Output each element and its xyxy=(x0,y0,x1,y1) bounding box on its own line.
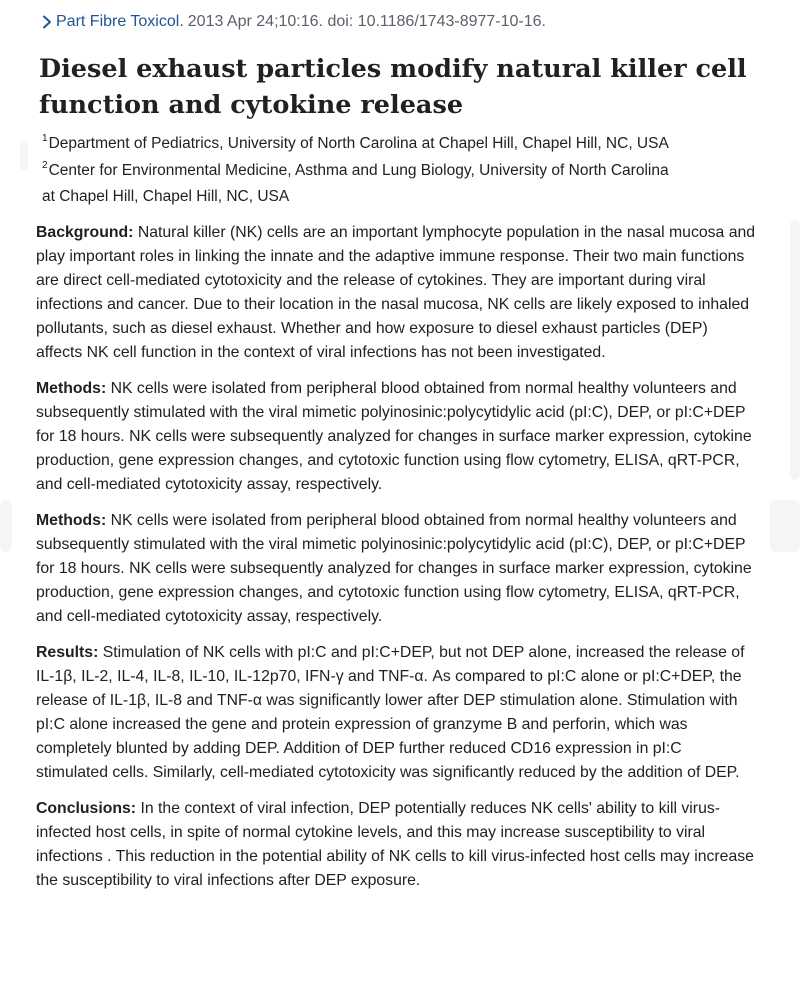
background-shadow xyxy=(790,220,800,480)
section-label: Background: xyxy=(36,224,134,241)
affiliation-text: Center for Environmental Medicine, Asthma and Lung Biology, University of North Carolina at Chapel Hill, Chapel Hill, NC, USA xyxy=(42,161,669,205)
abstract-section-methods xyxy=(36,377,758,497)
section-label: Methods: xyxy=(36,512,107,529)
affiliations xyxy=(42,131,682,211)
chevron-right-icon[interactable] xyxy=(40,13,54,31)
abstract-section-conclusions xyxy=(36,797,758,893)
journal-link[interactable]: Part Fibre Toxicol xyxy=(56,13,180,30)
article-title: Diesel exhaust particles modify natural killer cell function and cytokine release xyxy=(39,54,747,120)
background-shadow xyxy=(20,140,28,170)
citation-details: 2013 Apr 24;10:16. doi: 10.1186/1743-8977-10-16. xyxy=(187,13,546,30)
affiliation-number: 2 xyxy=(42,159,48,171)
background-shadow xyxy=(0,500,12,552)
abstract-section-methods-duplicate xyxy=(36,509,758,629)
section-text: NK cells were isolated from peripheral blood obtained from normal healthy volunteers and subsequently stimulated with the viral mimetic polyinosinic:polycytidylic acid (pI:C), DEP, or pI:C+DEP for 18 hours. NK cells were subsequently analyzed for changes in surface marker expression, cytokine production, gene expression changes, and cytotoxic function using flow cytometry, ELISA, qRT-PCR, and cell-mediated cytotoxicity assay, respectively. xyxy=(36,512,752,625)
affiliation-item xyxy=(42,158,682,211)
background-shadow xyxy=(770,500,800,552)
section-text: Natural killer (NK) cells are an important lymphocyte population in the nasal mucosa and play important roles in linking the innate and the adaptive immune response. Their two main functions are direct cell-mediated cytotoxicity and the release of cytokines. They are important during viral infections and cancer. Due to their location in the nasal mucosa, NK cells are likely exposed to inhaled pollutants, such as diesel exhaust. Whether and how exposure to diesel exhaust particles (DEP) affects NK cell function in the context of viral infections has not been investigated. xyxy=(36,224,756,361)
affiliation-item xyxy=(42,131,682,158)
journal-period: . xyxy=(179,13,184,30)
section-label: Methods: xyxy=(36,380,107,397)
abstract xyxy=(36,221,758,905)
citation-line xyxy=(40,10,546,34)
section-text: Stimulation of NK cells with pI:C and pI:C+DEP, but not DEP alone, increased the release of IL-1β, IL-2, IL-4, IL-8, IL-10, IL-12p70, IFN-γ and TNF-α. As compared to pI:C alone or pI:C+DEP, the release of IL-1β, IL-8 and TNF-α was significantly lower after DEP stimulation alone. Stimulation with pI:C alone increased the gene and protein expression of granzyme B and perforin, which was completely blunted by adding DEP. Addition of DEP further reduced CD16 expression in pI:C stimulated cells. Similarly, cell-mediated cytotoxicity was significantly reduced by the addition of DEP. xyxy=(36,644,745,781)
section-text: In the context of viral infection, DEP potentially reduces NK cells' ability to kill virus-infected host cells, in spite of normal cytokine levels, and this may increase susceptibility to viral infections . This reduction in the potential ability of NK cells to kill virus-infected host cells may increase the susceptibility to viral infections after DEP exposure. xyxy=(36,800,754,889)
affiliation-number: 1 xyxy=(42,133,48,144)
affiliation-text: Department of Pediatrics, University of North Carolina at Chapel Hill, Chapel Hill, NC, USA xyxy=(48,135,669,152)
abstract-section-results xyxy=(36,641,758,785)
abstract-section-background xyxy=(36,221,758,365)
section-label: Conclusions: xyxy=(36,800,137,817)
section-text: NK cells were isolated from peripheral blood obtained from normal healthy volunteers and subsequently stimulated with the viral mimetic polyinosinic:polycytidylic acid (pI:C), DEP, or pI:C+DEP for 18 hours. NK cells were subsequently analyzed for changes in surface marker expression, cytokine production, gene expression changes, and cytotoxic function using flow cytometry, ELISA, qRT-PCR, and cell-mediated cytotoxicity assay, respectively. xyxy=(36,380,752,493)
section-label: Results: xyxy=(36,644,99,661)
